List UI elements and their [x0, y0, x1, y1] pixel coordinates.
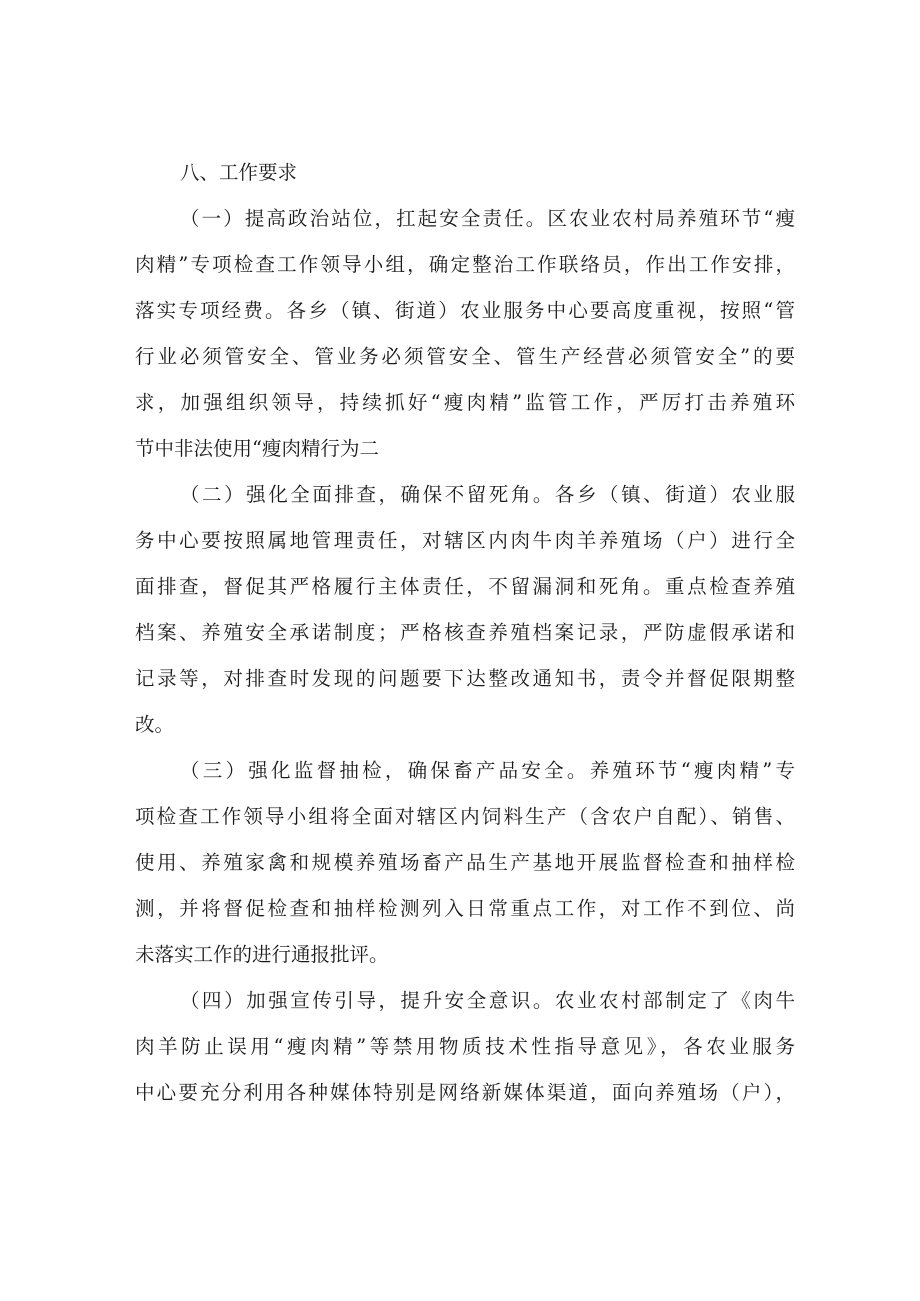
paragraph-line: 项检查工作领导小组将全面对辖区内饲料生产（含农户自配）、销售、	[135, 805, 795, 828]
paragraph-4	[135, 978, 795, 1116]
paragraph-line: 行业必须管安全、管业务必须管安全、管生产经营必须管安全”的要	[135, 345, 795, 368]
paragraph-line: 面排查，督促其严格履行主体责任，不留漏洞和死角。重点检查养殖	[135, 575, 795, 598]
paragraph-line: 求，加强组织领导，持续抓好“瘦肉精”监管工作，严厉打击养殖环	[135, 391, 795, 414]
paragraph-line: 使用、养殖家禽和规模养殖场畜产品生产基地开展监督检查和抽样检	[135, 851, 795, 874]
paragraph-line: 节中非法使用“瘦肉精行为二	[135, 437, 379, 460]
section-heading: 八、工作要求	[180, 161, 298, 184]
paragraph-line: 档案、养殖安全承诺制度；严格核查养殖档案记录，严防虚假承诺和	[135, 621, 795, 644]
paragraph-line: （一）提高政治站位，扛起安全责任。区农业农村局养殖环节“瘦	[180, 207, 795, 230]
paragraph-2	[135, 472, 795, 748]
paragraph-line: 肉羊防止误用“瘦肉精”等禁用物质技术性指导意见》，各农业服务	[135, 1035, 795, 1058]
paragraph-line: 测，并将督促检查和抽样检测列入日常重点工作，对工作不到位、尚	[135, 897, 795, 920]
paragraph-line: （三）强化监督抽检，确保畜产品安全。养殖环节“瘦肉精”专	[180, 759, 795, 782]
paragraph-line: （二）强化全面排查，确保不留死角。各乡（镇、街道）农业服	[180, 483, 795, 506]
paragraph-1	[135, 196, 795, 472]
paragraph-line: 记录等，对排查时发现的问题要下达整改通知书，责令并督促限期整	[135, 667, 795, 690]
document-body	[135, 150, 795, 1116]
paragraph-line: 务中心要按照属地管理责任，对辖区内肉牛肉羊养殖场（户）进行全	[135, 529, 795, 552]
paragraph-line: 肉精”专项检查工作领导小组，确定整治工作联络员，作出工作安排，	[135, 253, 795, 276]
paragraph-line: 未落实工作的进行通报批评。	[135, 943, 389, 966]
paragraph-line: 落实专项经费。各乡（镇、街道）农业服务中心要高度重视，按照“管	[135, 299, 795, 322]
paragraph-line: 改。	[135, 713, 175, 736]
paragraph-line: （四）加强宣传引导，提升安全意识。农业农村部制定了《肉牛	[180, 989, 795, 1012]
paragraph-line: 中心要充分利用各种媒体特别是网络新媒体渠道，面向养殖场（户），	[135, 1081, 795, 1104]
paragraph-3	[135, 748, 795, 978]
